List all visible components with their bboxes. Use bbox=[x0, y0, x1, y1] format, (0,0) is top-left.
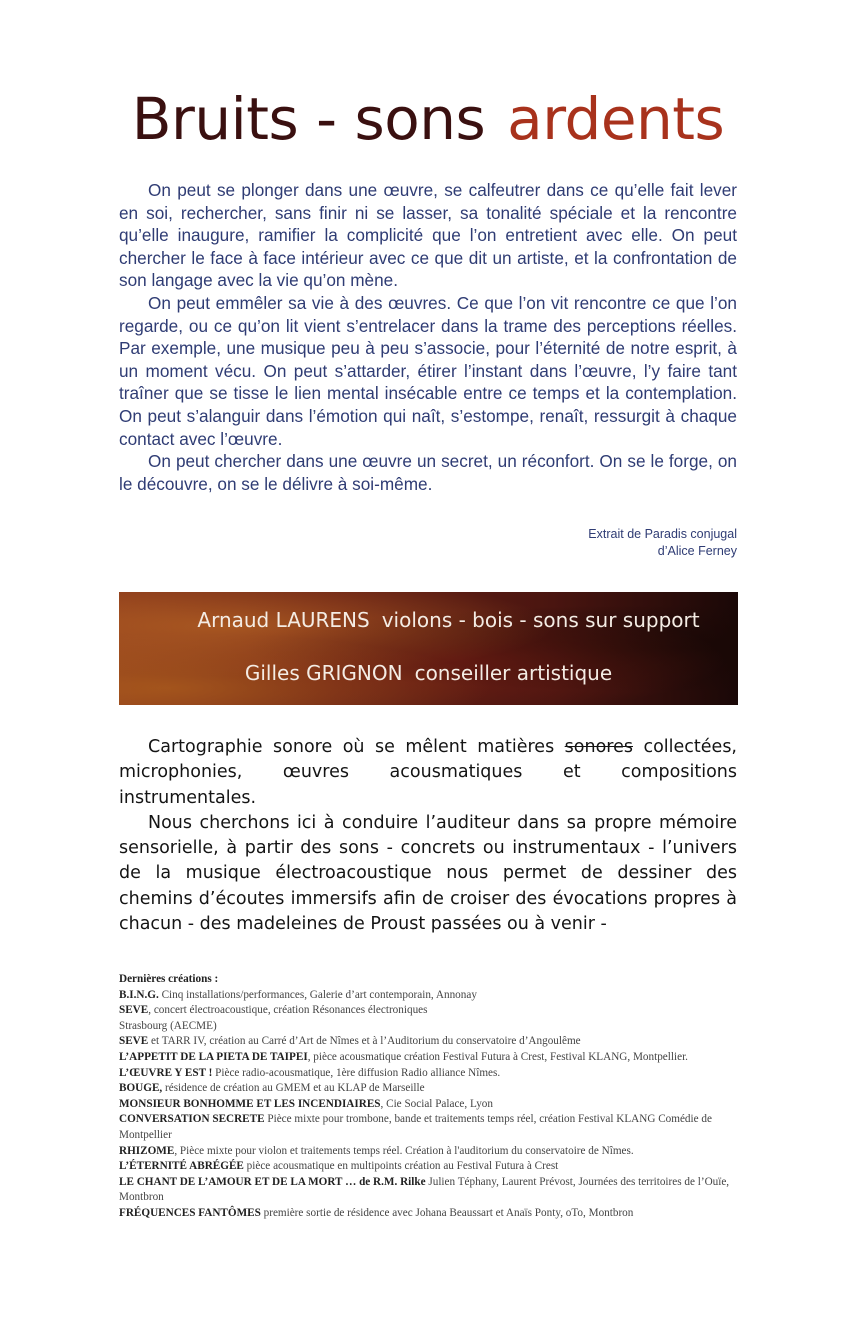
quote-source bbox=[440, 526, 737, 560]
work-details: Pièce radio-acousmatique, 1ère diffusion Radio alliance Nîmes. bbox=[212, 1066, 501, 1079]
work-details: Pièce mixte pour trombone, bande et traitements temps réel, création Festival KLANG Comédie de Montpellier bbox=[119, 1113, 712, 1141]
recent-works bbox=[119, 972, 744, 1222]
work-item bbox=[119, 1175, 744, 1206]
work-title: B.I.N.G. bbox=[119, 988, 159, 1001]
quote-paragraph: On peut emmêler sa vie à des œuvres. Ce que l’on vit rencontre ce que l’on regarde, ou ce qu’on lit vient s’entrelacer dans la trame des perceptions réelles. Par exemple, une musique peu à peu s’associe, pour l’éternité de notre esprit, à un moment vécu. On peut s’attarder, étirer l’instant dans l’œuvre, l’y faire tant traîner que se tisse le lien mental insécable entre ce temps et la contemplation. On peut s’alanguir dans l’émotion qui naît, s’estompe, renaît, ressurgit à chaque contact avec l’œuvre. bbox=[119, 292, 737, 449]
quote-paragraph: On peut se plonger dans une œuvre, se calfeutrer dans ce qu’elle fait lever en soi, rechercher, sans finir ni se lasser, sa tonalité spéciale et la rencontre qu’elle inaugure, ramifier la complicité que l’on entretient avec elle. On peut chercher le face à face intérieur avec ce que dit un artiste, et la confrontation de son langage avec la vie qu’on mène. bbox=[119, 180, 737, 291]
work-details: , Cie Social Palace, Lyon bbox=[380, 1097, 493, 1110]
credit-name-1: Arnaud LAURENS bbox=[197, 608, 370, 632]
quote-source-author: d’Alice Ferney bbox=[657, 544, 737, 558]
work-details: Cinq installations/performances, Galerie d’art contemporain, Annonay bbox=[158, 988, 477, 1001]
work-item bbox=[119, 1144, 744, 1160]
work-title: SEVE bbox=[119, 1004, 149, 1017]
work-details: première sortie de résidence avec Johana Beaussart et Anaïs Ponty, oTo, Montbron bbox=[260, 1206, 634, 1219]
work-title: MONSIEUR BONHOMME ET LES INCENDIAIRES bbox=[119, 1097, 381, 1110]
quote-block bbox=[119, 179, 737, 495]
quote-source-title: Extrait de Paradis conjugal bbox=[588, 527, 737, 541]
work-title: FRÉQUENCES FANTÔMES bbox=[119, 1206, 261, 1219]
work-title: BOUGE, bbox=[119, 1082, 163, 1095]
work-title: L’ÉTERNITÉ ABRÉGÉE bbox=[119, 1160, 244, 1173]
work-details: , concert électroacoustique, création Résonances électroniques bbox=[148, 1004, 428, 1017]
work-item bbox=[119, 1112, 744, 1143]
credits-banner bbox=[119, 592, 738, 705]
title-part-2: ardents bbox=[507, 85, 725, 153]
credit-role-1: violons - bois - sons sur support bbox=[381, 608, 700, 632]
work-item bbox=[119, 1034, 744, 1050]
description-paragraph: Nous cherchons ici à conduire l’auditeur dans sa propre mémoire sensorielle, à partir des sons - concrets ou instrumentaux - l’univers de la musique électroacoustique nous permet de dessiner des chemins d’écoutes immersifs afin de croiser des évocations propres à chacun - des madeleines de Proust passées ou à venir - bbox=[119, 812, 737, 935]
work-item bbox=[119, 1081, 744, 1097]
work-details: Julien Téphany, Laurent Prévost, Journées des territoires de l’Ouïe, Montbron bbox=[119, 1175, 730, 1204]
title-part-1: Bruits - sons bbox=[131, 85, 486, 153]
work-details: résidence de création au GMEM et au KLAP de Marseille bbox=[162, 1082, 425, 1095]
page-title bbox=[0, 82, 856, 156]
project-description bbox=[119, 735, 737, 937]
work-item bbox=[119, 1050, 744, 1066]
work-item bbox=[119, 1097, 744, 1113]
work-item bbox=[119, 1206, 744, 1222]
credit-line-2 bbox=[119, 661, 738, 685]
work-title: L’APPETIT DE LA PIETA DE TAIPEI bbox=[119, 1050, 308, 1063]
description-text: Cartographie sonore où se mêlent matières bbox=[148, 737, 565, 757]
work-item bbox=[119, 1159, 744, 1175]
works-heading: Dernières créations : bbox=[119, 973, 219, 985]
struck-word: sonores bbox=[564, 737, 633, 757]
description-text: collectées, microphonies, œuvres acousmatiques et compositions instrumentales. bbox=[119, 737, 737, 808]
work-details: pièce acousmatique en multipoints création au Festival Futura à Crest bbox=[243, 1160, 559, 1173]
work-item bbox=[119, 1066, 744, 1082]
work-details: Strasbourg (AECME) bbox=[119, 1019, 217, 1032]
work-title: RHIZOME bbox=[119, 1144, 175, 1157]
work-item bbox=[119, 1003, 744, 1019]
work-details: et TARR IV, création au Carré d’Art de Nîmes et à l’Auditorium du conservatoire d’Angoulême bbox=[148, 1035, 581, 1048]
work-item bbox=[119, 1019, 744, 1035]
quote-paragraph: On peut chercher dans une œuvre un secret, un réconfort. On se le forge, on le découvre, on se le délivre à soi-même. bbox=[119, 451, 737, 494]
work-title: CONVERSATION SECRETE bbox=[119, 1113, 265, 1126]
credit-name-2: Gilles GRIGNON bbox=[244, 661, 403, 685]
work-title: SEVE bbox=[119, 1035, 149, 1048]
work-title: L’ŒUVRE Y EST ! bbox=[119, 1066, 213, 1079]
work-details: , pièce acousmatique création Festival Futura à Crest, Festival KLANG, Montpellier. bbox=[307, 1050, 688, 1063]
credit-line-1 bbox=[119, 608, 738, 632]
work-item bbox=[119, 988, 744, 1004]
description-paragraph bbox=[119, 735, 737, 811]
work-details: , Pièce mixte pour violon et traitements temps réel. Création à l'auditorium du conservatoire de Nîmes. bbox=[174, 1144, 634, 1157]
work-title: LE CHANT DE L’AMOUR ET DE LA MORT … de R.M. Rilke bbox=[119, 1175, 426, 1188]
credit-role-2: conseiller artistique bbox=[414, 661, 613, 685]
